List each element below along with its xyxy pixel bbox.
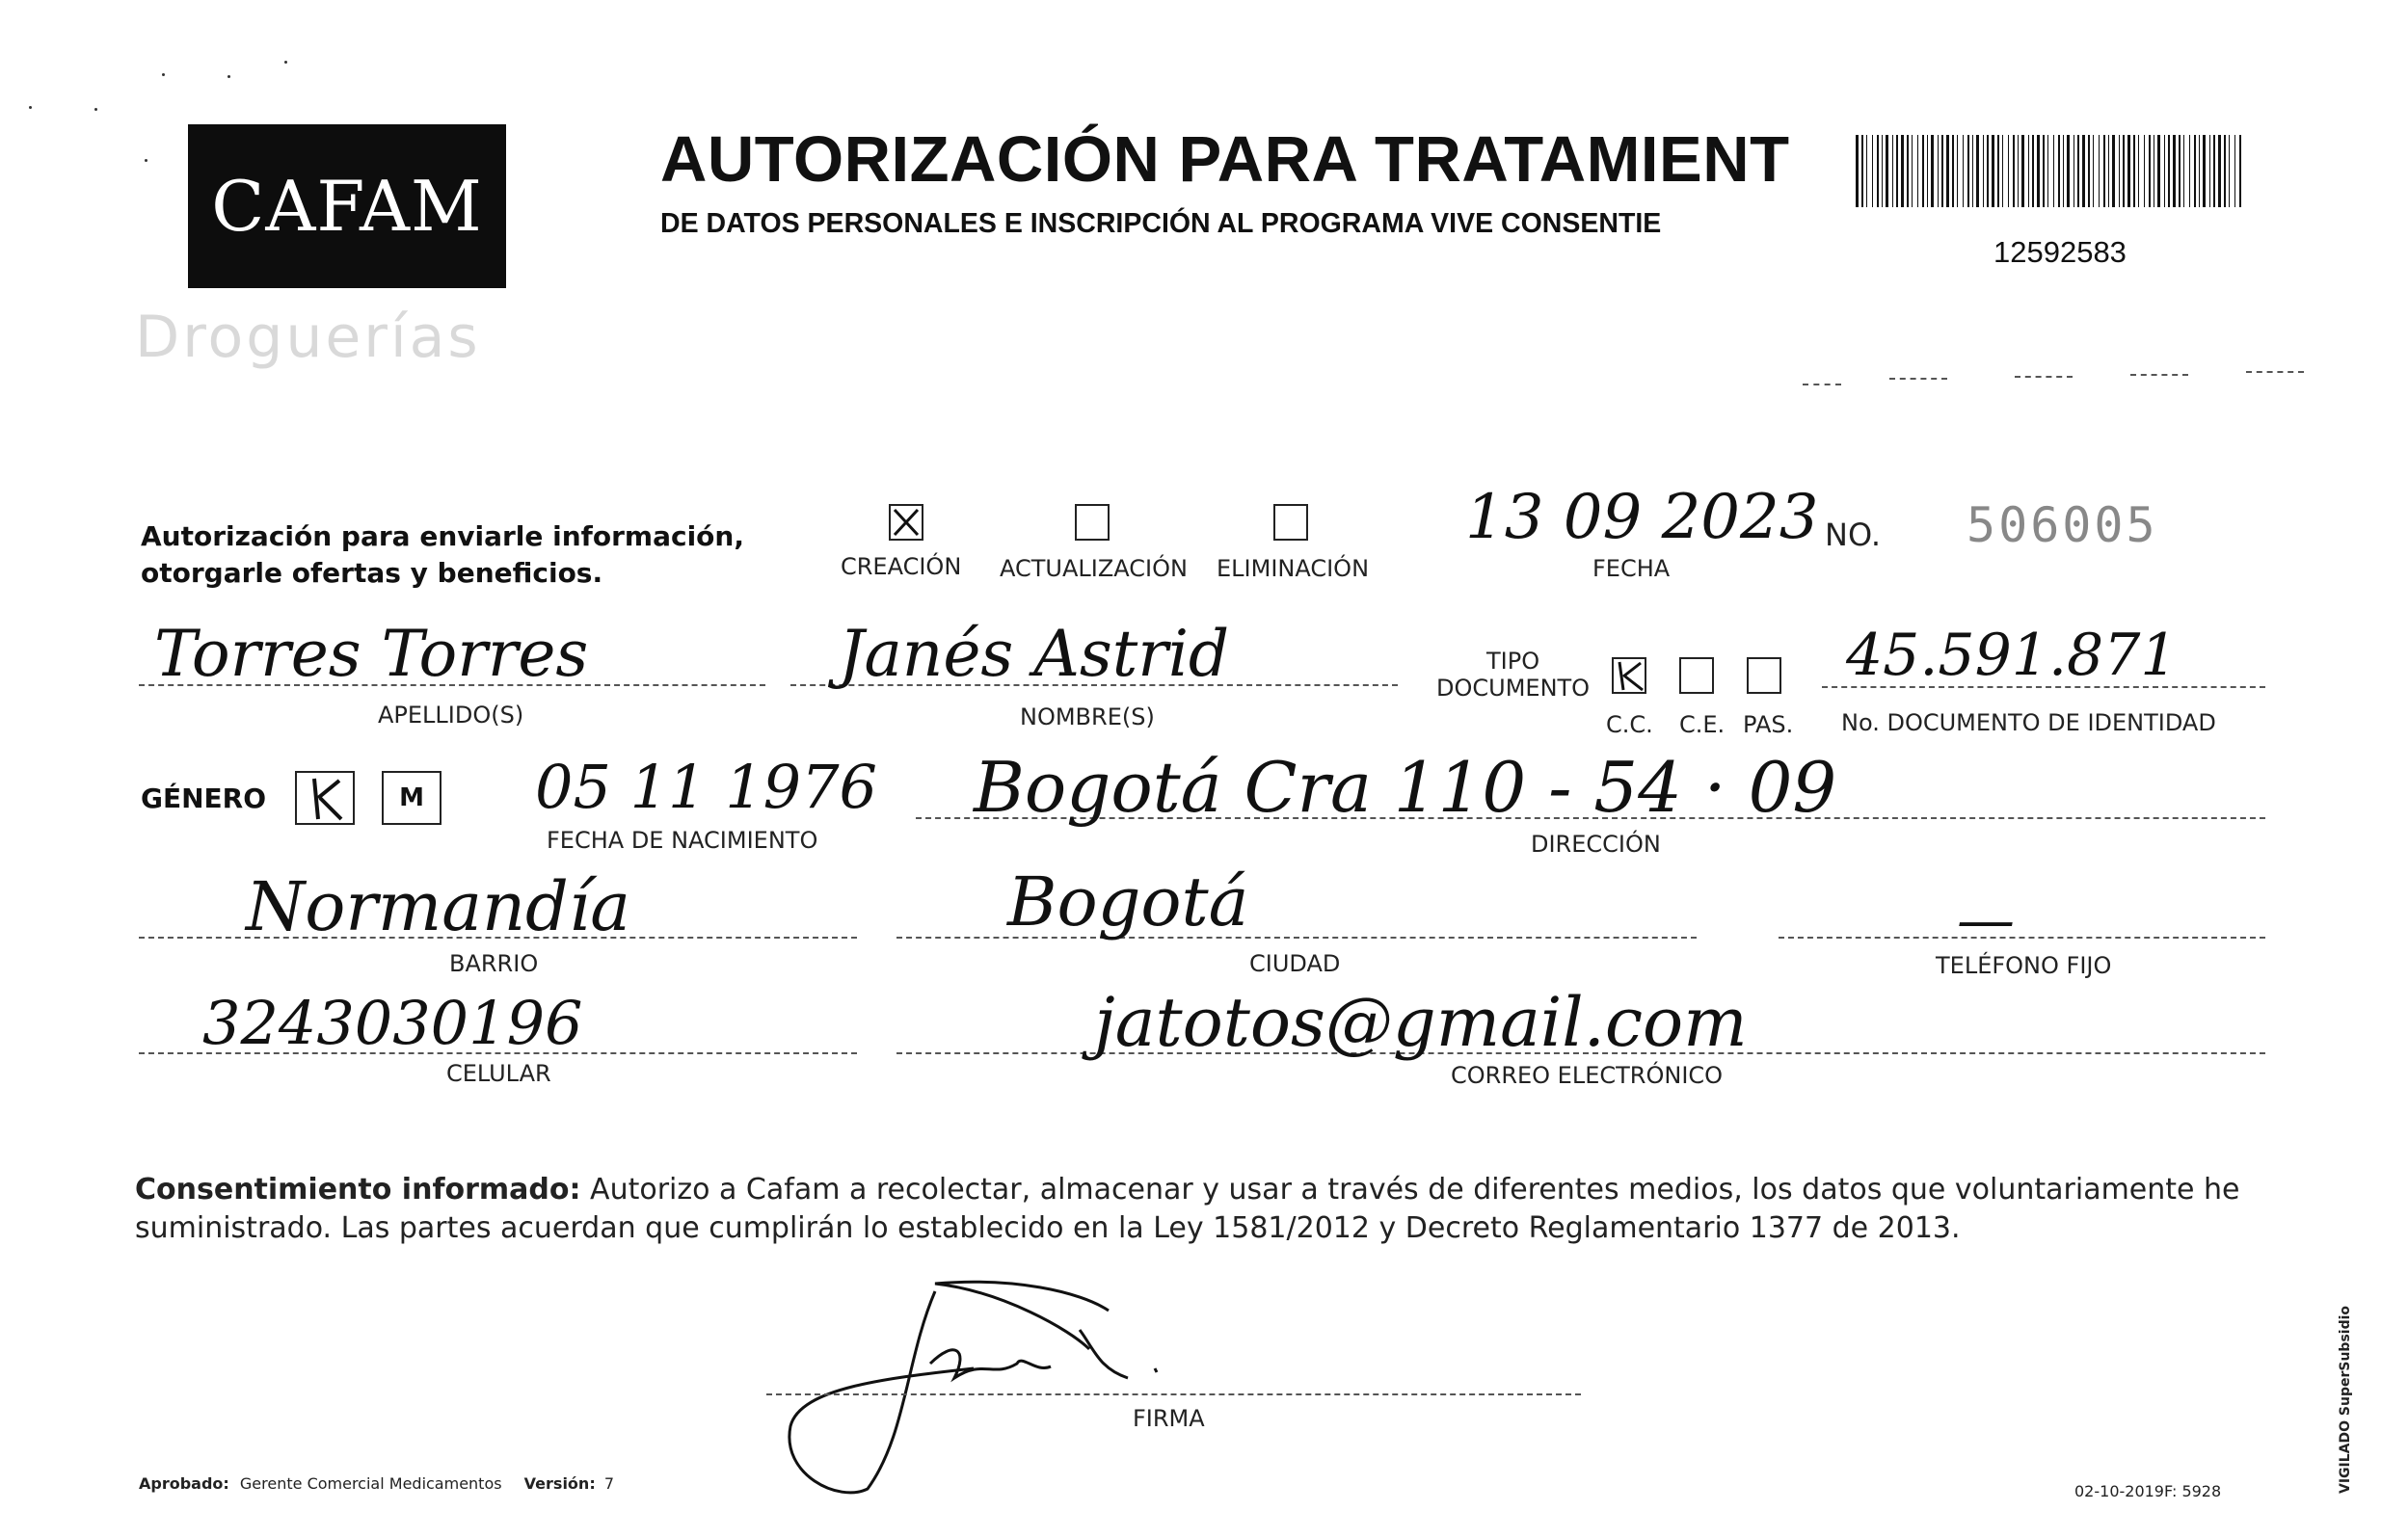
signature-image [762, 1272, 1263, 1503]
consent-text: Autorizo a Cafam a recolectar, almacenar y usar a través de diferentes medios, los datos que voluntariamente he suministrado. Las partes acuerdan que cumplirán lo establecido en la Ley 1581/2012 y Decreto Reglamentario 1377 de 2013. [135, 1173, 2240, 1245]
barcode-bar [2028, 135, 2029, 207]
fecha-nacimiento-value: 05 11 1976 [535, 752, 877, 822]
divider [1889, 378, 1947, 380]
cc-label: C.C. [1606, 711, 1653, 738]
barcode-bar [2032, 135, 2034, 207]
barcode-bar [2082, 135, 2085, 207]
barcode-bar [2002, 135, 2003, 207]
barcode-bar [2021, 135, 2024, 207]
barcode-bar [2203, 135, 2206, 207]
barcode-bar [2047, 135, 2048, 207]
barcode-bar [2108, 135, 2109, 207]
barcode-bar [2138, 135, 2139, 207]
barcode-bar [1952, 135, 1954, 207]
barcode-bar [2229, 135, 2230, 207]
barcode-bar [2209, 135, 2210, 207]
barcode-bar [2018, 135, 2019, 207]
no-label: NO. [1825, 517, 1881, 553]
barcode-bar [1992, 135, 1994, 207]
fecha-nacimiento-label: FECHA DE NACIMIENTO [547, 827, 818, 854]
correo-label: CORREO ELECTRÓNICO [1451, 1062, 1724, 1089]
barcode-bar [2144, 135, 2145, 207]
pas-label: PAS. [1743, 711, 1794, 738]
barcode-bar [2189, 135, 2190, 207]
barcode-bar [2058, 135, 2060, 207]
scan-speck [145, 159, 147, 162]
barcode-image [1856, 135, 2241, 207]
barrio-label: BARRIO [449, 950, 539, 977]
barcode-bar [1976, 135, 1979, 207]
barcode-bar [2194, 135, 2196, 207]
barrio-value: Normandía [246, 867, 630, 946]
barcode-bar [1901, 135, 1904, 207]
barcode-bar [2183, 135, 2184, 207]
telefono-label: TELÉFONO FIJO [1936, 952, 2112, 979]
vigilado-side-text: VIGILADO SuperSubsidio [2338, 1305, 2353, 1494]
documento-label: No. DOCUMENTO DE IDENTIDAD [1841, 709, 2216, 736]
actualizacion-label: ACTUALIZACIÓN [1000, 555, 1188, 582]
barcode-bar [2133, 135, 2135, 207]
cc-checkbox[interactable] [1612, 657, 1646, 694]
barcode-bar [2234, 135, 2235, 207]
barcode-bar [1963, 135, 1964, 207]
barcode-bar [2213, 135, 2215, 207]
footer-form-code: F: 5928 [2164, 1482, 2222, 1500]
barcode-bar [2099, 135, 2100, 207]
celular-label: CELULAR [446, 1060, 551, 1087]
version-label: Versión: [523, 1474, 596, 1493]
consent-heading: Consentimiento informado: [135, 1173, 581, 1207]
logo-subtext: Droguerías [135, 304, 481, 371]
genero-label: GÉNERO [141, 782, 267, 814]
scan-speck [162, 73, 165, 76]
barcode-bar [1927, 135, 1928, 207]
barcode-bar [2224, 135, 2226, 207]
ce-label: C.E. [1679, 711, 1726, 738]
apellidos-label: APELLIDO(S) [378, 702, 524, 729]
fecha-value: 13 09 2023 [1465, 482, 1819, 553]
apellidos-value: Torres Torres [154, 617, 589, 691]
genero-m-checkbox[interactable] [382, 771, 441, 825]
barcode-bar [1861, 135, 1863, 207]
barcode-bar [1941, 135, 1943, 207]
barcode-bar [2053, 135, 2054, 207]
barcode-bar [2112, 135, 2115, 207]
barcode-bar [2088, 135, 2090, 207]
fecha-label: FECHA [1592, 555, 1671, 582]
barcode-bar [1946, 135, 1949, 207]
barcode-bar [2043, 135, 2045, 207]
genero-m-label: M [399, 783, 424, 812]
barcode-bar [2119, 135, 2120, 207]
barcode-bar [2149, 135, 2151, 207]
ciudad-value: Bogotá [1007, 862, 1249, 941]
barcode-bar [2063, 135, 2064, 207]
footer-date: 02-10-2019 [2074, 1482, 2164, 1500]
barcode-bar [2093, 135, 2094, 207]
firma-line [766, 1393, 1581, 1395]
actualizacion-checkbox[interactable] [1075, 504, 1110, 541]
barcode-bar [2067, 135, 2070, 207]
creacion-checkbox[interactable] [889, 504, 923, 541]
nombres-value: Janés Astrid [839, 617, 1230, 691]
telefono-value: — [1957, 887, 2015, 954]
aprobado-value: Gerente Comercial Medicamentos [239, 1474, 502, 1493]
barcode-bar [2164, 135, 2165, 207]
barcode-bar [1886, 135, 1888, 207]
celular-value: 3243030196 [202, 988, 583, 1058]
barcode-bar [1997, 135, 1999, 207]
barcode-bar [1967, 135, 1969, 207]
barcode-bar [1882, 135, 1883, 207]
creacion-label: CREACIÓN [841, 553, 962, 580]
barcode-bar [2008, 135, 2009, 207]
barcode-bar [1972, 135, 1973, 207]
ce-checkbox[interactable] [1679, 657, 1714, 694]
direccion-value: Bogotá Cra 110 - 54 · 09 [974, 747, 1837, 828]
authorization-label: Autorización para enviarle información, otorgarle ofertas y beneficios. [141, 520, 744, 589]
barcode-bar [2239, 135, 2241, 207]
barcode-bar [1917, 135, 1918, 207]
barcode-bar [2103, 135, 2105, 207]
form-number: 506005 [1967, 497, 2158, 553]
barcode-bar [2013, 135, 2015, 207]
consent-paragraph [135, 1171, 2275, 1248]
barcode-bar [1983, 135, 1984, 207]
eliminacion-checkbox[interactable] [1273, 504, 1308, 541]
barcode-bar [1931, 135, 1934, 207]
barcode-bar [2179, 135, 2181, 207]
tipo-documento-label: TIPO DOCUMENTO [1436, 648, 1591, 702]
barcode-bar [2077, 135, 2079, 207]
scan-speck [94, 108, 97, 111]
barcode-bar [2123, 135, 2125, 207]
eliminacion-label: ELIMINACIÓN [1217, 555, 1370, 582]
firma-label: FIRMA [1133, 1405, 1205, 1432]
barcode-bar [1907, 135, 1909, 207]
nombres-label: NOMBRE(S) [1020, 703, 1155, 730]
version-value: 7 [603, 1474, 614, 1493]
barcode-bar [2157, 135, 2160, 207]
check-x-icon [891, 506, 922, 539]
cafam-logo: CAFAM [188, 124, 506, 288]
barcode-bar [2168, 135, 2170, 207]
direccion-label: DIRECCIÓN [1531, 831, 1661, 858]
divider [2130, 374, 2188, 376]
divider [2015, 376, 2073, 378]
documento-value: 45.591.871 [1846, 622, 2178, 689]
barcode-bar [1922, 135, 1924, 207]
divider [1803, 384, 1841, 385]
page-subtitle: DE DATOS PERSONALES E INSCRIPCIÓN AL PROGRAMA VIVE CONSENTIE [660, 208, 1662, 239]
barcode-bar [1957, 135, 1958, 207]
barcode-bar [1987, 135, 1989, 207]
footer-aprobado [139, 1474, 614, 1493]
barcode-bar [1866, 135, 1867, 207]
genero-f-checkbox[interactable] [295, 771, 355, 825]
barcode-bar [2037, 135, 2040, 207]
barcode-number: 12592583 [1993, 235, 2127, 269]
pas-checkbox[interactable] [1747, 657, 1781, 694]
aprobado-label: Aprobado: [139, 1474, 229, 1493]
barcode-bar [2199, 135, 2200, 207]
correo-value: jatotos@gmail.com [1094, 983, 1748, 1062]
check-x-icon [297, 773, 353, 823]
scan-speck [284, 61, 287, 64]
check-x-icon [1614, 659, 1645, 692]
barcode-bar [2218, 135, 2221, 207]
barcode-bar [1872, 135, 1873, 207]
barcode-bar [2127, 135, 2130, 207]
telefono-line [1779, 937, 2265, 939]
barcode-bar [1877, 135, 1879, 207]
barcode-bar [1856, 135, 1859, 207]
scan-speck [227, 75, 230, 78]
ciudad-label: CIUDAD [1249, 950, 1341, 977]
divider [2246, 371, 2304, 373]
barcode-bar [2173, 135, 2176, 207]
barcode-bar [1892, 135, 1893, 207]
barcode-bar [1938, 135, 1939, 207]
page-title: AUTORIZACIÓN PARA TRATAMIENT [660, 123, 1790, 196]
barcode-bar [1912, 135, 1913, 207]
barcode-bar [1896, 135, 1898, 207]
scan-speck [29, 106, 32, 109]
